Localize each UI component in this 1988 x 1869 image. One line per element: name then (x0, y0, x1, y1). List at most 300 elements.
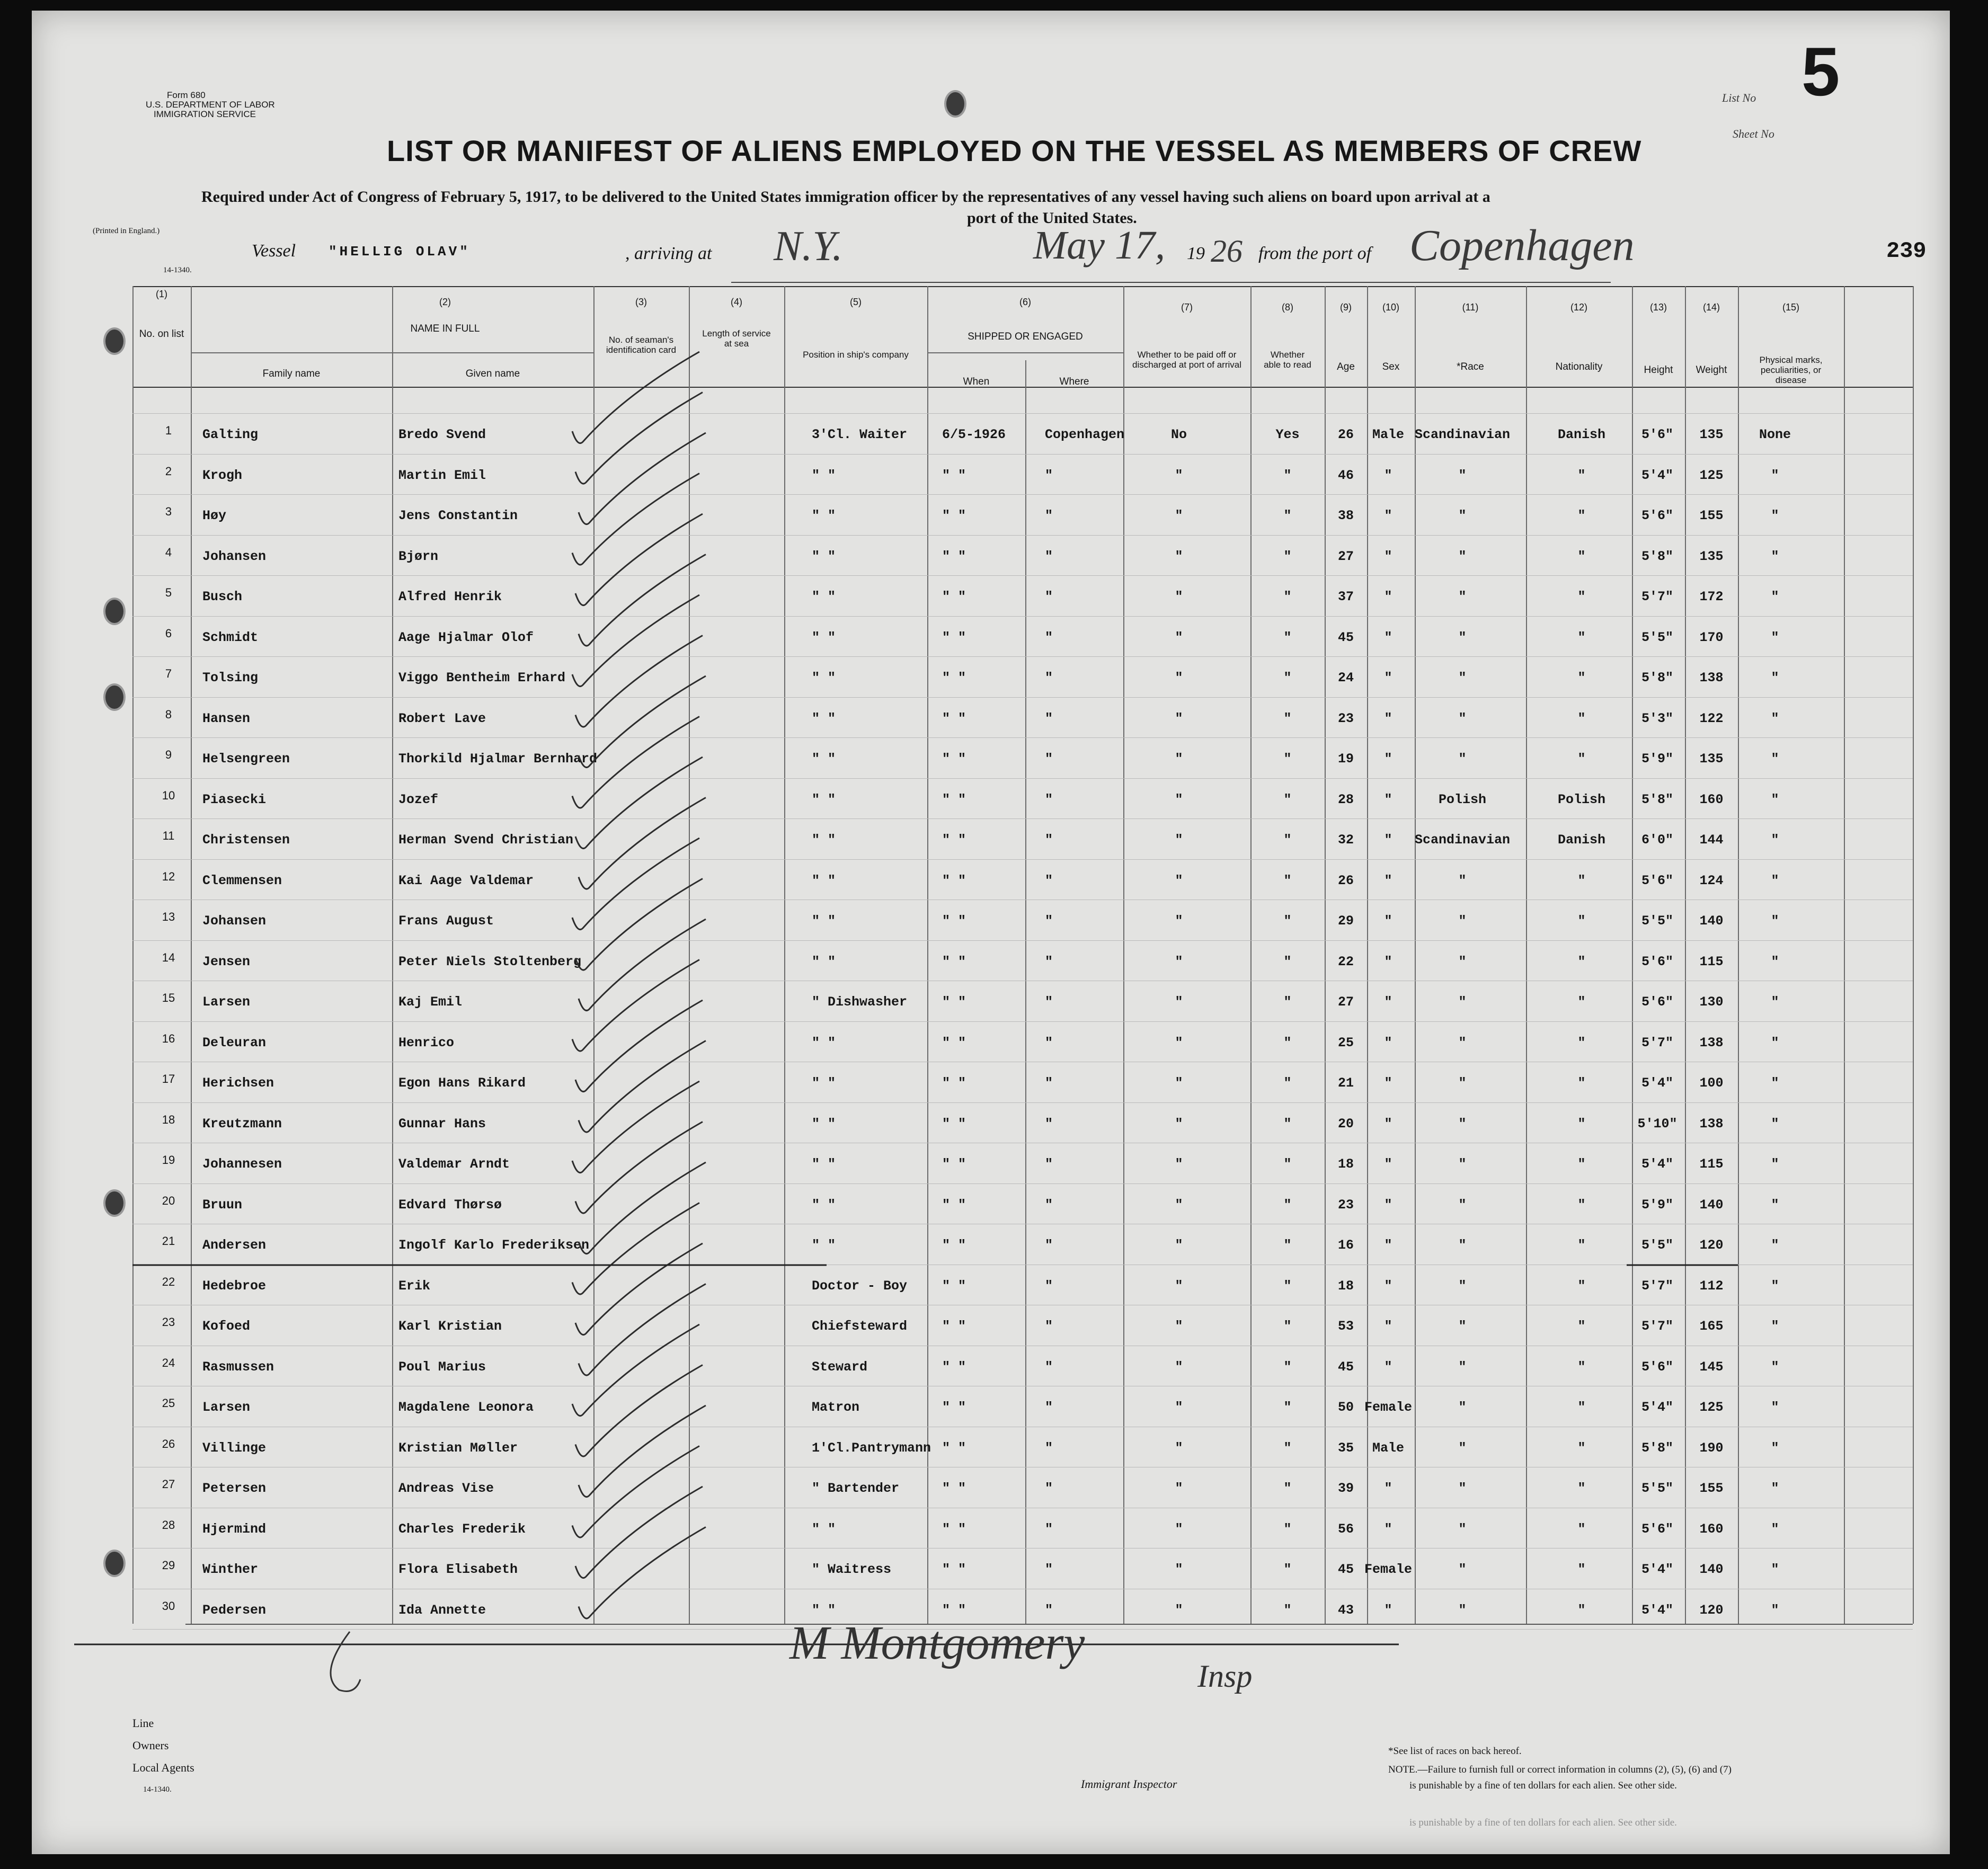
cell-no: 5 (165, 586, 172, 599)
cell-weight: 112 (1699, 1278, 1724, 1294)
cell-sex: " (1384, 1116, 1392, 1132)
cell-age: 16 (1337, 1238, 1354, 1253)
cell-no: 24 (162, 1356, 175, 1369)
cell-read: " (1283, 994, 1292, 1010)
cell-marks: " (1771, 1319, 1779, 1334)
col14-header: Weight (1696, 364, 1727, 376)
cell-paid: " (1175, 629, 1183, 645)
cell-race: " (1458, 1156, 1467, 1172)
cell-marks: " (1771, 832, 1779, 848)
cell-family: Helsengreen (202, 751, 290, 767)
col9-number: (9) (1340, 302, 1352, 313)
cell-position: " " (812, 751, 836, 767)
cell-nat: " (1577, 913, 1586, 929)
cell-position: " " (812, 670, 836, 686)
cell-weight: 138 (1699, 1116, 1724, 1132)
cell-read: " (1283, 1400, 1292, 1415)
cell-position: " " (812, 508, 836, 523)
cell-given: Robert Lave (398, 710, 486, 726)
col10-number: (10) (1382, 302, 1399, 313)
cell-given: Viggo Bentheim Erhard (398, 670, 566, 686)
cell-given: Charles Frederik (398, 1521, 526, 1537)
col6-header: SHIPPED OR ENGAGED (968, 331, 1083, 342)
checkmark (572, 1446, 699, 1538)
cell-marks: " (1771, 873, 1779, 888)
cell-race: " (1458, 913, 1467, 929)
checkmark-group (572, 352, 706, 1618)
cell-no: 8 (165, 707, 172, 721)
col5-header: Position in ship's company (803, 350, 909, 360)
checkmark (572, 1203, 699, 1295)
cell-read: " (1283, 913, 1292, 929)
cell-sex: " (1384, 1035, 1392, 1051)
cell-height: 5'7" (1641, 589, 1673, 604)
cell-paid: " (1175, 548, 1183, 564)
cell-where: " (1045, 954, 1053, 969)
cell-weight: 135 (1699, 427, 1724, 442)
cell-given: Poul Marius (398, 1359, 486, 1375)
cell-marks: " (1771, 1521, 1779, 1537)
col7-header: Whether to be paid off or discharged at port of arrival (1132, 350, 1241, 370)
cell-nat: " (1577, 710, 1586, 726)
cell-nat: " (1577, 1521, 1586, 1537)
col4-number: (4) (731, 297, 742, 307)
sheet-no-label: Sheet No (1733, 127, 1774, 140)
cell-nat: " (1577, 589, 1586, 604)
cell-given: Jozef (398, 791, 439, 807)
cell-height: 5'6" (1641, 427, 1673, 442)
cell-marks: " (1771, 1075, 1779, 1091)
cell-sex: " (1384, 954, 1392, 969)
col5-number: (5) (850, 297, 862, 307)
cell-when: " " (942, 1359, 966, 1375)
cell-no: 13 (162, 910, 175, 923)
year-suffix: 26 (1211, 234, 1242, 269)
cell-read: " (1283, 1075, 1292, 1091)
cell-race: " (1458, 670, 1467, 686)
cell-weight: 135 (1699, 548, 1724, 564)
cell-where: " (1045, 1197, 1053, 1213)
cell-when: " " (942, 1481, 966, 1496)
cell-sex: " (1384, 1156, 1392, 1172)
cell-given: Bjørn (398, 548, 439, 564)
cell-nat: " (1577, 1197, 1586, 1213)
cell-read: " (1283, 508, 1292, 523)
cell-given: Edvard Thørsø (398, 1197, 502, 1213)
cell-weight: 125 (1699, 467, 1724, 483)
cell-family: Kreutzmann (202, 1116, 282, 1132)
cell-marks: " (1771, 751, 1779, 767)
cell-where: " (1045, 1400, 1053, 1415)
footer-form-code: 14-1340. (143, 1785, 172, 1794)
cell-when: " " (942, 751, 966, 767)
cell-weight: 138 (1699, 670, 1724, 686)
cell-age: 56 (1337, 1521, 1354, 1537)
cell-age: 45 (1337, 1359, 1354, 1375)
cell-paid: " (1175, 954, 1183, 969)
cell-when: " " (942, 954, 966, 969)
cell-family: Rasmussen (202, 1359, 274, 1375)
cell-no: 6 (165, 626, 172, 640)
cell-when: " " (942, 994, 966, 1010)
cell-no: 9 (165, 748, 172, 761)
cell-position: " " (812, 1521, 836, 1537)
binder-hole (103, 683, 126, 711)
checkmark (572, 352, 699, 443)
binder-hole (103, 598, 126, 625)
cell-position: " " (812, 1602, 836, 1618)
cell-position: " " (812, 913, 836, 929)
cell-no: 30 (162, 1599, 175, 1613)
cell-sex: " (1384, 710, 1392, 726)
cell-age: 39 (1337, 1481, 1354, 1496)
col9-header: Age (1337, 361, 1355, 372)
col12-header: Nationality (1555, 361, 1603, 372)
col15-number: (15) (1782, 302, 1799, 313)
cell-race: " (1458, 1359, 1467, 1375)
cell-paid: " (1175, 913, 1183, 929)
cell-height: 5'7" (1641, 1278, 1673, 1294)
cell-weight: 120 (1699, 1238, 1724, 1253)
cell-height: 5'4" (1641, 1562, 1673, 1577)
owners-label: Owners (132, 1739, 169, 1752)
cell-paid: " (1175, 1116, 1183, 1132)
cell-when: " " (942, 1278, 966, 1294)
checkmark (572, 838, 699, 930)
checkmark (572, 595, 699, 687)
cell-sex: Female (1364, 1400, 1412, 1415)
cell-age: 37 (1337, 589, 1354, 604)
cell-weight: 115 (1699, 954, 1724, 969)
cell-read: " (1283, 589, 1292, 604)
cell-race: " (1458, 467, 1467, 483)
cell-given: Thorkild Hjalmar Bernhard (398, 751, 598, 767)
cell-weight: 165 (1699, 1319, 1724, 1334)
cell-age: 26 (1337, 873, 1354, 888)
cell-no: 1 (165, 424, 172, 437)
page-title: LIST OR MANIFEST OF ALIENS EMPLOYED ON THE VESSEL AS MEMBERS OF CREW (387, 134, 1642, 167)
cell-read: Yes (1275, 427, 1300, 442)
cell-when: " " (942, 629, 966, 645)
binder-hole (103, 1189, 126, 1217)
cell-paid: " (1175, 467, 1183, 483)
col13-number: (13) (1649, 302, 1667, 313)
cell-sex: " (1384, 1521, 1392, 1537)
cell-nat: " (1577, 467, 1586, 483)
cell-weight: 190 (1699, 1440, 1724, 1456)
cell-sex: " (1384, 1359, 1392, 1375)
cell-race: " (1458, 873, 1467, 888)
cell-paid: " (1175, 589, 1183, 604)
cell-when: " " (942, 1602, 966, 1618)
cell-marks: " (1771, 589, 1779, 604)
cell-when: " " (942, 710, 966, 726)
arriving-label: , arriving at (625, 244, 712, 263)
cell-height: 5'4" (1641, 1156, 1673, 1172)
cell-paid: " (1175, 670, 1183, 686)
checkmark (575, 1243, 703, 1335)
cell-where: " (1045, 1562, 1053, 1577)
cell-no: 28 (162, 1518, 175, 1532)
cell-height: 5'8" (1641, 670, 1673, 686)
cell-position: " " (812, 832, 836, 848)
cell-sex: " (1384, 548, 1392, 564)
checkmark (575, 1487, 703, 1578)
checkmark (572, 1081, 699, 1173)
cell-marks: " (1771, 629, 1779, 645)
cell-height: 5'8" (1641, 548, 1673, 564)
when-header: When (963, 376, 990, 387)
cell-read: " (1283, 1602, 1292, 1618)
cell-height: 5'6" (1641, 1359, 1673, 1375)
year-prefix: 19 (1187, 244, 1205, 263)
cell-marks: " (1771, 1197, 1779, 1213)
cell-when: " " (942, 467, 966, 483)
cell-where: " (1045, 1075, 1053, 1091)
subtitle-line-1: Required under Act of Congress of February 5, 1917, to be delivered to the United States immigration officer by the representatives of any vessel having such aliens on board upon arrival at a (201, 188, 1490, 206)
col14-number: (14) (1702, 302, 1720, 313)
cell-marks: " (1771, 1440, 1779, 1456)
cell-weight: 144 (1699, 832, 1724, 848)
cell-race: " (1458, 629, 1467, 645)
cell-where: " (1045, 589, 1053, 604)
cell-sex: " (1384, 1238, 1392, 1253)
cell-family: Larsen (202, 994, 251, 1010)
printed-in-label: (Printed in England.) (93, 227, 160, 235)
cell-nat: " (1577, 994, 1586, 1010)
cell-given: Herman Svend Christian (398, 832, 574, 848)
cell-sex: " (1384, 1602, 1392, 1618)
cell-read: " (1283, 467, 1292, 483)
cell-weight: 125 (1699, 1400, 1724, 1415)
cell-where: " (1045, 1156, 1053, 1172)
cell-given: Peter Niels Stoltenberg (398, 954, 582, 969)
cell-sex: Male (1372, 427, 1404, 442)
cell-where: " (1045, 1238, 1053, 1253)
cell-age: 20 (1337, 1116, 1354, 1132)
cell-height: 5'7" (1641, 1035, 1673, 1051)
cell-given: Bredo Svend (398, 427, 486, 442)
cell-no: 25 (162, 1396, 175, 1410)
cell-weight: 115 (1699, 1156, 1724, 1172)
form-number: Form 680 (167, 90, 206, 100)
cell-where: " (1045, 1278, 1053, 1294)
cell-race: Polish (1438, 791, 1486, 807)
cell-marks: " (1771, 1278, 1779, 1294)
cell-where: " (1045, 629, 1053, 645)
cell-read: " (1283, 670, 1292, 686)
cell-weight: 130 (1699, 994, 1724, 1010)
cell-position: " Waitress (812, 1562, 892, 1577)
cell-when: " " (942, 589, 966, 604)
col12-number: (12) (1570, 302, 1587, 313)
cell-no: 12 (162, 869, 175, 883)
inspector-signature-title: Insp (1197, 1659, 1253, 1694)
cell-race: " (1458, 751, 1467, 767)
col8-header: Whether able to read (1264, 350, 1311, 370)
cell-race: Scandinavian (1414, 832, 1511, 848)
cell-height: 5'4" (1641, 1400, 1673, 1415)
cell-read: " (1283, 710, 1292, 726)
cell-race: " (1458, 710, 1467, 726)
col2-header: NAME IN FULL (410, 323, 480, 334)
cell-marks: " (1771, 1116, 1779, 1132)
cell-nat: " (1577, 1440, 1586, 1456)
cell-when: " " (942, 1035, 966, 1051)
fine-note-line-1: NOTE.—Failure to furnish full or correct information in columns (2), (5), (6) and (7) (1388, 1764, 1732, 1775)
arriving-port: N.Y. (774, 223, 843, 270)
cell-marks: " (1771, 1602, 1779, 1618)
cell-height: 5'9" (1641, 1197, 1673, 1213)
cell-when: " " (942, 508, 966, 523)
checkmark (575, 514, 703, 606)
cell-marks: " (1771, 1238, 1779, 1253)
cell-nat: " (1577, 1116, 1586, 1132)
cell-weight: 155 (1699, 1481, 1724, 1496)
cell-age: 43 (1337, 1602, 1354, 1618)
cell-when: " " (942, 832, 966, 848)
cell-age: 45 (1337, 629, 1354, 645)
cell-no: 10 (162, 788, 175, 802)
manifest-sheet (32, 11, 1950, 1854)
form-code: 14-1340. (163, 266, 192, 274)
cell-no: 15 (162, 991, 175, 1004)
cell-family: Johansen (202, 913, 267, 929)
cell-position: 3'Cl. Waiter (812, 427, 908, 442)
cell-no: 27 (162, 1478, 175, 1491)
checkmark (575, 1000, 703, 1092)
cell-family: Johannesen (202, 1156, 282, 1172)
cell-family: Winther (202, 1562, 259, 1577)
col10-header: Sex (1382, 361, 1400, 372)
cell-age: 38 (1337, 508, 1354, 523)
cell-position: 1'Cl.Pantrymann (812, 1440, 931, 1456)
checkmark (572, 1324, 699, 1416)
cell-nat: " (1577, 1602, 1586, 1618)
cell-marks: " (1771, 791, 1779, 807)
cell-given: Kristian Møller (398, 1440, 518, 1456)
cell-read: " (1283, 751, 1292, 767)
checkmark (572, 717, 699, 808)
cell-paid: " (1175, 1602, 1183, 1618)
races-note: *See list of races on back hereof. (1388, 1746, 1522, 1757)
inspector-signature: M Montgomery (789, 1617, 1085, 1669)
cell-family: Clemmensen (202, 873, 282, 888)
cell-position: " " (812, 548, 836, 564)
col1-number: (1) (156, 289, 167, 299)
cell-weight: 140 (1699, 913, 1724, 929)
cell-weight: 172 (1699, 589, 1724, 604)
cell-when: " " (942, 791, 966, 807)
cell-marks: " (1771, 467, 1779, 483)
col2-number: (2) (439, 297, 451, 307)
cell-when: " " (942, 1075, 966, 1091)
cell-given: Egon Hans Rikard (398, 1075, 526, 1091)
cell-paid: " (1175, 1319, 1183, 1334)
service-label: IMMIGRATION SERVICE (154, 109, 256, 119)
cell-where: " (1045, 1035, 1053, 1051)
cell-when: " " (942, 1319, 966, 1334)
cell-paid: " (1175, 710, 1183, 726)
cell-height: 5'4" (1641, 1075, 1673, 1091)
cell-where: " (1045, 913, 1053, 929)
cell-age: 18 (1337, 1278, 1354, 1294)
cell-given: Alfred Henrik (398, 589, 502, 604)
checkmark (572, 960, 699, 1052)
cell-position: " " (812, 710, 836, 726)
cell-paid: " (1175, 1156, 1183, 1172)
cell-marks: " (1771, 1481, 1779, 1496)
cell-read: " (1283, 1278, 1292, 1294)
cell-marks: " (1771, 508, 1779, 523)
cell-position: Steward (812, 1359, 868, 1375)
cell-race: " (1458, 954, 1467, 969)
cell-paid: " (1175, 791, 1183, 807)
cell-height: 5'5" (1641, 1481, 1673, 1496)
cell-no: 11 (162, 829, 175, 842)
cell-where: " (1045, 751, 1053, 767)
cell-sex: " (1384, 1075, 1392, 1091)
cell-read: " (1283, 1238, 1292, 1253)
cell-sex: " (1384, 873, 1392, 888)
cell-where: " (1045, 873, 1053, 888)
cell-family: Johansen (202, 548, 267, 564)
cell-position: " " (812, 1035, 836, 1051)
cell-paid: " (1175, 1562, 1183, 1577)
cell-race: " (1458, 1602, 1467, 1618)
cell-where: " (1045, 1602, 1053, 1618)
cell-age: 53 (1337, 1319, 1354, 1334)
cell-race: " (1458, 548, 1467, 564)
col3-header: No. of seaman's identification card (606, 335, 677, 355)
cell-family: Hedebroe (202, 1278, 267, 1294)
cell-paid: " (1175, 1238, 1183, 1253)
arrival-date: May 17, (1033, 223, 1166, 268)
cell-race: " (1458, 1562, 1467, 1577)
cell-when: 6/5-1926 (942, 427, 1006, 442)
cell-no: 18 (162, 1112, 175, 1126)
col11-header: *Race (1457, 361, 1484, 372)
cell-family: Villinge (202, 1440, 267, 1456)
cell-paid: " (1175, 1359, 1183, 1375)
cell-position: " " (812, 791, 836, 807)
from-port-label: from the port of (1258, 244, 1372, 263)
cell-paid: " (1175, 751, 1183, 767)
cell-no: 2 (165, 464, 172, 478)
cell-nat: " (1577, 1400, 1586, 1415)
cell-when: " " (942, 1400, 966, 1415)
cell-nat: Danish (1557, 832, 1605, 848)
cell-given: Martin Emil (398, 467, 486, 483)
cell-race: " (1458, 1075, 1467, 1091)
cell-marks: " (1771, 1035, 1779, 1051)
cell-nat: " (1577, 508, 1586, 523)
cell-height: 5'8" (1641, 1440, 1673, 1456)
cell-when: " " (942, 1521, 966, 1537)
cell-position: " " (812, 467, 836, 483)
cell-race: " (1458, 1400, 1467, 1415)
cell-family: Bruun (202, 1197, 243, 1213)
cell-paid: " (1175, 1278, 1183, 1294)
cell-sex: " (1384, 629, 1392, 645)
cell-given: Ida Annette (398, 1602, 486, 1618)
checkmark (572, 474, 699, 565)
cell-given: Magdalene Leonora (398, 1400, 534, 1415)
list-no-label: List No (1722, 91, 1756, 104)
cell-read: " (1283, 1481, 1292, 1496)
cell-paid: " (1175, 508, 1183, 523)
cell-nat: " (1577, 1562, 1586, 1577)
